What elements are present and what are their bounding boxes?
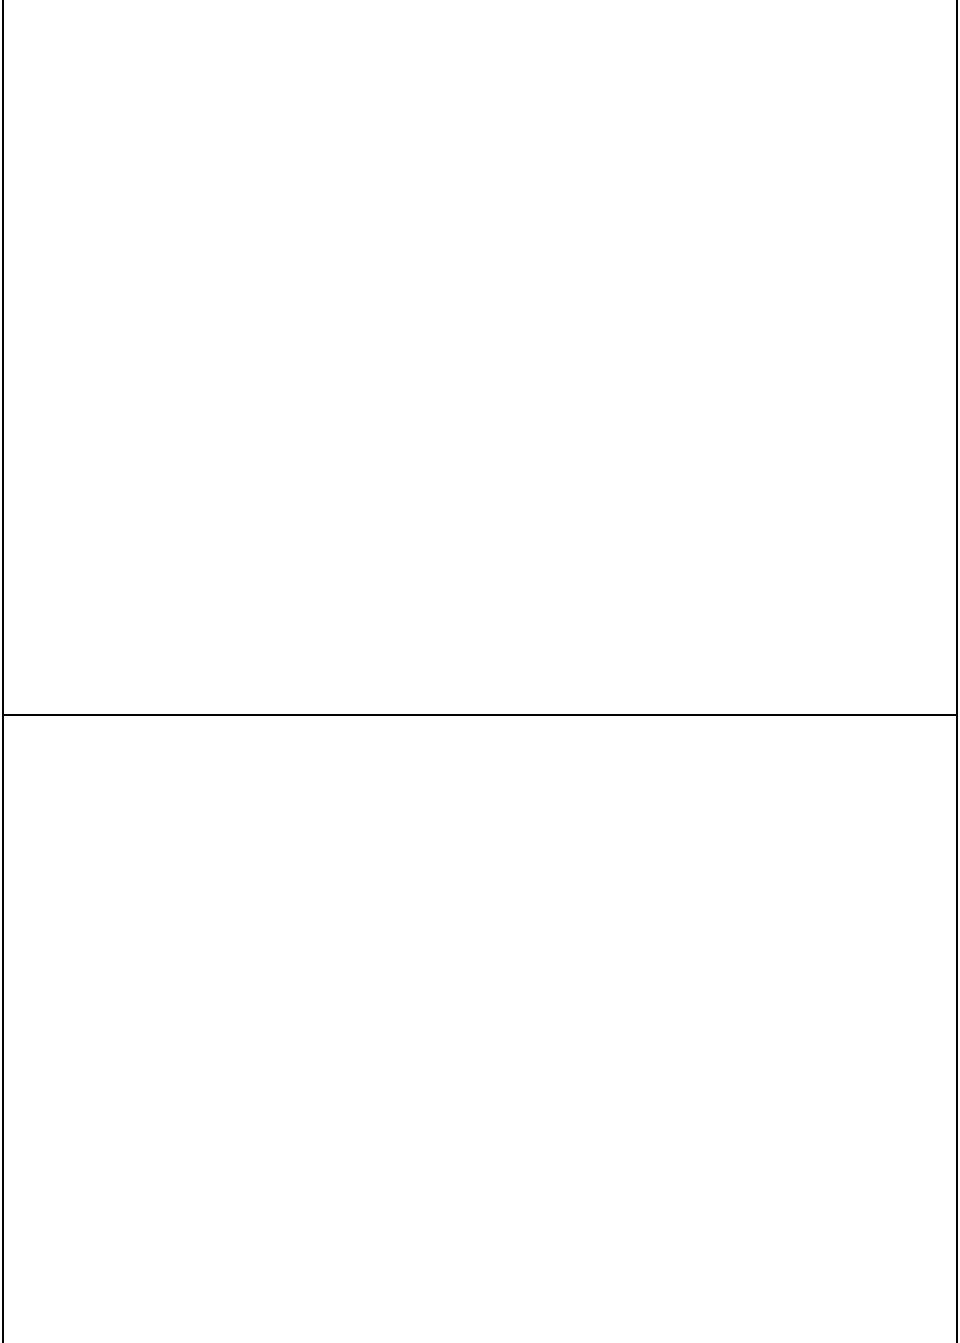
bottom-section-frame — [2, 714, 958, 1343]
top-section-frame — [2, 0, 958, 716]
